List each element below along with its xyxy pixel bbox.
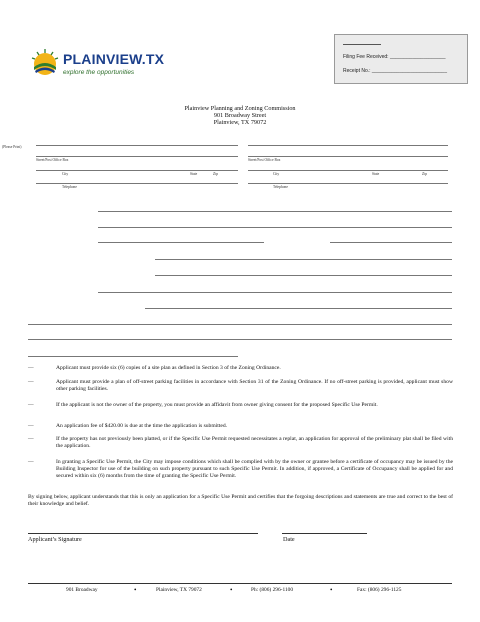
filing-fee-label[interactable]: Filing Fee Received: ____________________: [343, 54, 446, 60]
dash-marker: —: [28, 459, 34, 465]
logo-name: PLAINVIEW.TX: [63, 51, 165, 67]
requirement-text: Applicant must provide a plan of off-street parking facilities in accordance with Section 31 of the Zoning Ordinance. If no off-street parking is provided, applicant must show other parking facilities.: [56, 379, 453, 393]
footer-fax: Fax: (806) 296-1125: [357, 587, 402, 593]
name-field-right[interactable]: [248, 145, 448, 146]
requirement-item: [28, 423, 453, 431]
footer-separator: •: [134, 586, 137, 594]
footer-rule: [28, 583, 452, 584]
footer-address: 901 Broadway: [66, 587, 98, 593]
entry-line[interactable]: [98, 292, 452, 293]
requirement-text: If the property has not previously been platted, or if the Specific Use Permit requested necessitates a replat, an application for approval of the preliminary plat shall be filed with the application.: [56, 436, 453, 450]
requirement-item: [28, 402, 453, 418]
requirement-text: An application fee of $420.00 is due at the time the application is submitted.: [56, 423, 228, 429]
requirement-item: [28, 459, 453, 489]
footer-separator: •: [330, 586, 333, 594]
street-field-left[interactable]: [36, 156, 238, 157]
entry-line[interactable]: [98, 242, 264, 243]
entry-line[interactable]: [145, 308, 452, 309]
logo-tagline: explore the opportunities: [63, 69, 135, 76]
street-label-left: Street/Post Office Box: [36, 158, 69, 162]
dash-marker: —: [28, 379, 34, 385]
please-print-label: (Please Print): [2, 145, 22, 149]
entry-line[interactable]: [28, 339, 452, 340]
zip-label-left: Zip: [213, 172, 218, 176]
street-address: 901 Broadway Street: [213, 112, 267, 119]
city-label-left: City: [62, 172, 69, 176]
telephone-field-left[interactable]: [36, 183, 238, 184]
state-label-right: State: [372, 172, 380, 176]
dash-marker: —: [28, 365, 34, 371]
city-field-right[interactable]: [248, 170, 448, 171]
entry-line[interactable]: [155, 259, 452, 260]
dash-marker: —: [28, 423, 34, 429]
name-field-left[interactable]: [36, 145, 238, 146]
applicant-signature-field[interactable]: [28, 533, 258, 534]
requirement-text: In granting a Specific Use Permit, the City may impose conditions which shall be complied with by the owner or grantee before a certificate of occupancy may be issued by the Building Inspector for use of the building on such property pursuant to such Specific Use Permit. In addition, if approved, a Certificate of Occupancy shall be applied for and secured within six (6) months from the time of granting the Specific Use Permit.: [56, 459, 453, 480]
entry-line[interactable]: [155, 275, 452, 276]
telephone-label-right: Telephone: [273, 185, 288, 189]
dash-marker: —: [28, 402, 34, 408]
street-field-right[interactable]: [248, 156, 448, 157]
entry-line[interactable]: [28, 356, 238, 357]
date-label: Date: [283, 536, 295, 543]
footer-separator: •: [230, 586, 233, 594]
requirement-text: Applicant must provide six (6) copies of a site plan as defined in Section 3 of the Zoning Ordinance.: [56, 365, 281, 371]
telephone-label-left: Telephone: [62, 185, 77, 189]
requirement-item: [28, 365, 453, 373]
state-label-left: State: [190, 172, 198, 176]
requirement-item: [28, 379, 453, 395]
footer-city: Plainview, TX 79072: [156, 587, 202, 593]
receipt-number-label[interactable]: Receipt No.: ___________________________: [343, 68, 447, 74]
city-state-zip: Plainview, TX 79072: [213, 119, 267, 126]
requirement-item: [28, 436, 453, 452]
footer-phone: Ph: (806) 296-1100: [251, 587, 294, 593]
entry-line[interactable]: [28, 324, 452, 325]
date-field[interactable]: [282, 533, 367, 534]
sun-logo-icon: [30, 48, 60, 78]
plainview-logo: [30, 48, 165, 82]
commission-name: Plainview Planning and Zoning Commission: [184, 105, 296, 112]
city-label-right: City: [273, 172, 280, 176]
entry-line[interactable]: [98, 227, 452, 228]
requirement-text: If the applicant is not the owner of the property, you must provide an affidavit from owner giving consent for the proposed Specific Use Permit.: [56, 402, 378, 408]
street-label-right: Street/Post Office Box: [248, 158, 281, 162]
zip-label-right: Zip: [422, 172, 427, 176]
city-field-left[interactable]: [36, 170, 238, 171]
telephone-field-right[interactable]: [248, 183, 448, 184]
office-use-line: [343, 44, 381, 45]
office-use-box: [334, 34, 468, 84]
certification-statement: By signing below, applicant understands that this is only an application for a Specific Use Permit and certifies that the forgoing descriptions and statements are true and correct to the best of their knowledge and belief.: [28, 494, 453, 508]
dash-marker: —: [28, 436, 34, 442]
entry-line[interactable]: [98, 211, 452, 212]
entry-line[interactable]: [330, 242, 452, 243]
applicant-signature-label: Applicant’s Signature: [28, 536, 82, 543]
